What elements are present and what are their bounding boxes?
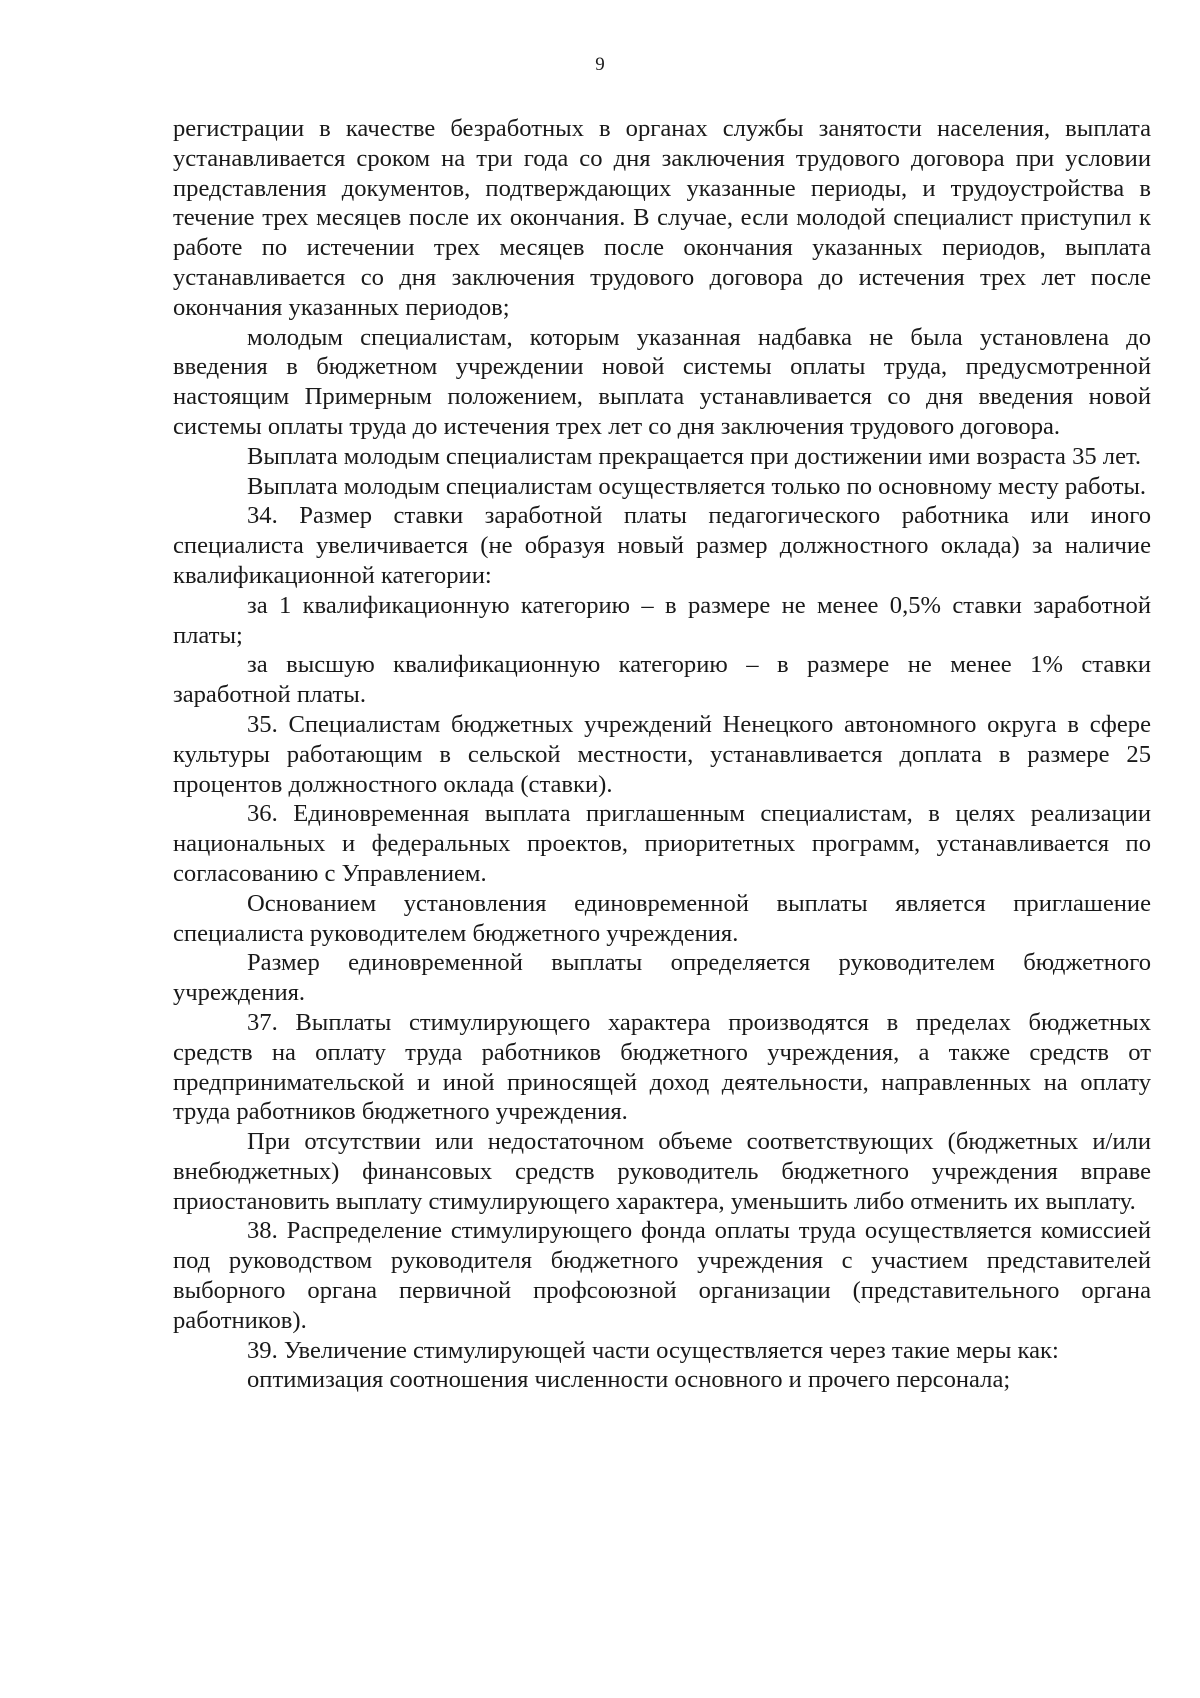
paragraph-item-35: 35. Специалистам бюджетных учреждений Ненецкого автономного округа в сфере культуры работающим в сельской местности, устанавливается доплата в размере 25 процентов должностного оклада (ставки). (173, 710, 1151, 798)
paragraph-item-34: 34. Размер ставки заработной платы педагогического работника или иного специалиста увеличивается (не образуя новый размер должностного оклада) за наличие квалификационной категории: (173, 502, 1151, 589)
paragraph: за высшую квалификационную категорию – в размере не менее 1% ставки заработной платы. (173, 651, 1151, 709)
paragraph-item-37: 37. Выплаты стимулирующего характера производятся в пределах бюджетных средств на оплату труда работников бюджетного учреждения, а также средств от предпринимательской и иной приносящей доход деятельности, направленных на оплату труда работников бюджетного учреждения. (173, 1008, 1151, 1126)
paragraph-item-36: 36. Единовременная выплата приглашенным специалистам, в целях реализации национальных и федеральных проектов, приоритетных программ, устанавливается по согласованию с Управлением. (173, 800, 1151, 887)
paragraph-item-38: 38. Распределение стимулирующего фонда оплаты труда осуществляется комиссией под руководством руководителя бюджетного учреждения с участием представителей выборного органа первичной профсоюзной организации (представительного органа работников). (173, 1217, 1151, 1334)
paragraph: молодым специалистам, которым указанная надбавка не была установлена до введения в бюджетном учреждении новой системы оплаты труда, предусмотренной настоящим Примерным положением, выплата устанавливается со дня введения новой системы оплаты труда до истечения трех лет со дня заключения трудового договора. (173, 323, 1151, 440)
paragraph: регистрации в качестве безработных в органах службы занятости населения, выплата устанавливается сроком на три года со дня заключения трудового договора при условии представления документов, подтверждающих указанные периоды, и трудоустройства в течение трех месяцев после их окончания. В случае, если молодой специалист приступил к работе по истечении трех месяцев после окончания указанных периодов, выплата устанавливается со дня заключения трудового договора до истечения трех лет после окончания указанных периодов; (173, 115, 1151, 321)
paragraph: оптимизация соотношения численности основного и прочего персонала; (247, 1366, 1011, 1394)
paragraph: При отсутствии или недостаточном объеме соответствующих (бюджетных и/или внебюджетных) финансовых средств руководитель бюджетного учреждения вправе приостановить выплату стимулирующего характера, уменьшить либо отменить их выплату. (173, 1128, 1151, 1215)
paragraph: Размер единовременной выплаты определяется руководителем бюджетного учреждения. (173, 949, 1151, 1007)
page-number: 9 (595, 54, 605, 75)
paragraph: Выплата молодым специалистам осуществляется только по основному месту работы. (247, 472, 1147, 500)
paragraph: Выплата молодым специалистам прекращается при достижении ими возраста 35 лет. (247, 442, 1142, 470)
paragraph: за 1 квалификационную категорию – в размере не менее 0,5% ставки заработной платы; (173, 591, 1151, 649)
document-body (173, 114, 1151, 1395)
paragraph: Основанием установления единовременной выплаты является приглашение специалиста руководителем бюджетного учреждения. (173, 889, 1151, 947)
paragraph-item-39: 39. Увеличение стимулирующей части осуществляется через такие меры как: (247, 1336, 1059, 1364)
